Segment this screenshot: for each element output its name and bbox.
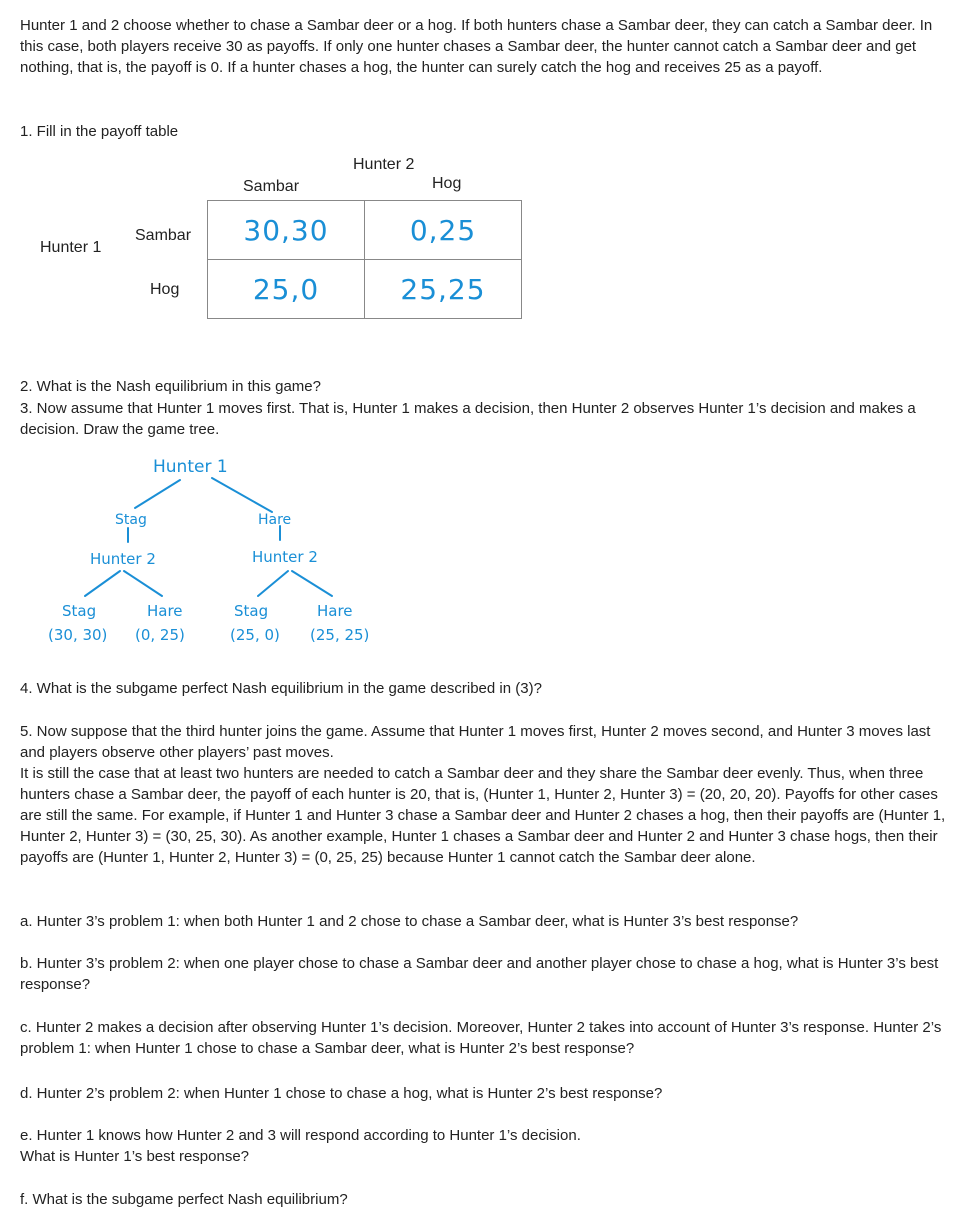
question-5f: f. What is the subgame perfect Nash equilibrium? (20, 1191, 348, 1208)
tree-edge (258, 571, 288, 596)
tree-edge (292, 571, 332, 596)
payoff-table (207, 200, 522, 319)
row-sambar-label: Sambar (135, 227, 192, 244)
cell-hog-hog: 25,25 (365, 260, 522, 319)
table-row (208, 201, 522, 260)
column-player-label: Hunter 2 (353, 156, 415, 173)
leaf-action: Stag (234, 602, 269, 620)
question-5d: d. Hunter 2’s problem 2: when Hunter 1 chose to chase a hog, what is Hunter 2’s best response? (20, 1085, 663, 1102)
tree-root-label: Hunter 1 (153, 457, 228, 477)
tree-edge (85, 571, 120, 596)
question-4: 4. What is the subgame perfect Nash equilibrium in the game described in (3)? (20, 680, 542, 697)
cell-sambar-hog: 0,25 (365, 201, 522, 260)
question-5a: a. Hunter 3’s problem 1: when both Hunter 1 and 2 chose to chase a Sambar deer, what is Hunter 3’s best response? (20, 913, 799, 930)
tree-right-node: Hunter 2 (252, 548, 318, 566)
tree-left-node: Hunter 2 (90, 550, 156, 568)
question-2: 2. What is the Nash equilibrium in this game? (20, 378, 321, 395)
column-hog-label: Hog (432, 175, 462, 192)
tree-right-branch: Hare (258, 512, 292, 528)
row-player-label: Hunter 1 (40, 239, 102, 256)
question-5-rules: It is still the case that at least two hunters are needed to catch a Sambar deer and they share the Sambar deer evenly. Thus, when three hunters chase a Sambar deer, the payoff of each hunter is 20, that is, (Hunter 1, Hunter 2, Hunter 3) = (20, 20, 20). Payoffs for other cases are still the same. For example, if Hunter 1 and Hunter 3 chase a Sambar deer and Hunter 2 chases a hog, then their payoffs are (Hunter 1, Hunter 2, Hunter 3) = (30, 25, 30). As another example, Hunter 1 chases a Sambar deer and Hunter 2 and Hunter 3 chase hogs, then their payoffs are (Hunter 1, Hunter 2, Hunter 3) = (0, 25, 25) because Hunter 1 cannot catch the Sambar deer alone. (20, 765, 946, 866)
question-5c: c. Hunter 2 makes a decision after observing Hunter 1’s decision. Moreover, Hunter 2 takes into account of Hunter 3’s response. Hunter 2’s problem 1: when Hunter 1 chose to chase a Sambar deer, what is Hunter 2’s best response? (20, 1019, 942, 1057)
cell-hog-sambar: 25,0 (208, 260, 365, 319)
leaf-action: Stag (62, 602, 97, 620)
tree-left-branch: Stag (115, 512, 147, 528)
tree-edge (124, 571, 162, 596)
question-5b: b. Hunter 3’s problem 2: when one player chose to chase a Sambar deer and another player chose to chase a hog, what is Hunter 3’s best response? (20, 955, 939, 993)
question-5e-line2: What is Hunter 1’s best response? (20, 1148, 250, 1165)
cell-sambar-sambar: 30,30 (208, 201, 365, 260)
leaf-payoff: (0, 25) (135, 626, 185, 644)
tree-edge (135, 480, 180, 508)
leaf-action: Hare (147, 602, 183, 620)
question-3: 3. Now assume that Hunter 1 moves first. That is, Hunter 1 makes a decision, then Hunter 2 observes Hunter 1’s decision and makes a decision. Draw the game tree. (20, 400, 916, 438)
game-tree (40, 450, 420, 660)
column-sambar-label: Sambar (243, 178, 300, 195)
question-5e: e. Hunter 1 knows how Hunter 2 and 3 will respond according to Hunter 1’s decision. (20, 1127, 581, 1144)
table-row (208, 260, 522, 319)
row-hog-label: Hog (150, 281, 180, 298)
leaf-action: Hare (317, 602, 353, 620)
question-5-intro: 5. Now suppose that the third hunter joins the game. Assume that Hunter 1 moves first, Hunter 2 moves second, and Hunter 3 moves last and players observe other players’ past moves. (20, 723, 931, 761)
leaf-payoff: (30, 30) (48, 626, 108, 644)
question-1: 1. Fill in the payoff table (20, 123, 179, 140)
intro-paragraph: Hunter 1 and 2 choose whether to chase a Sambar deer or a hog. If both hunters chase a Sambar deer, they can catch a Sambar deer. In this case, both players receive 30 as payoffs. If only one hunter chases a Sambar deer, the hunter cannot catch a Sambar deer and get nothing, that is, the payoff is 0. If a hunter chases a hog, the hunter can surely catch the hog and receives 25 as a payoff. (20, 17, 933, 76)
leaf-payoff: (25, 0) (230, 626, 280, 644)
tree-edge (212, 478, 272, 512)
leaf-payoff: (25, 25) (310, 626, 370, 644)
